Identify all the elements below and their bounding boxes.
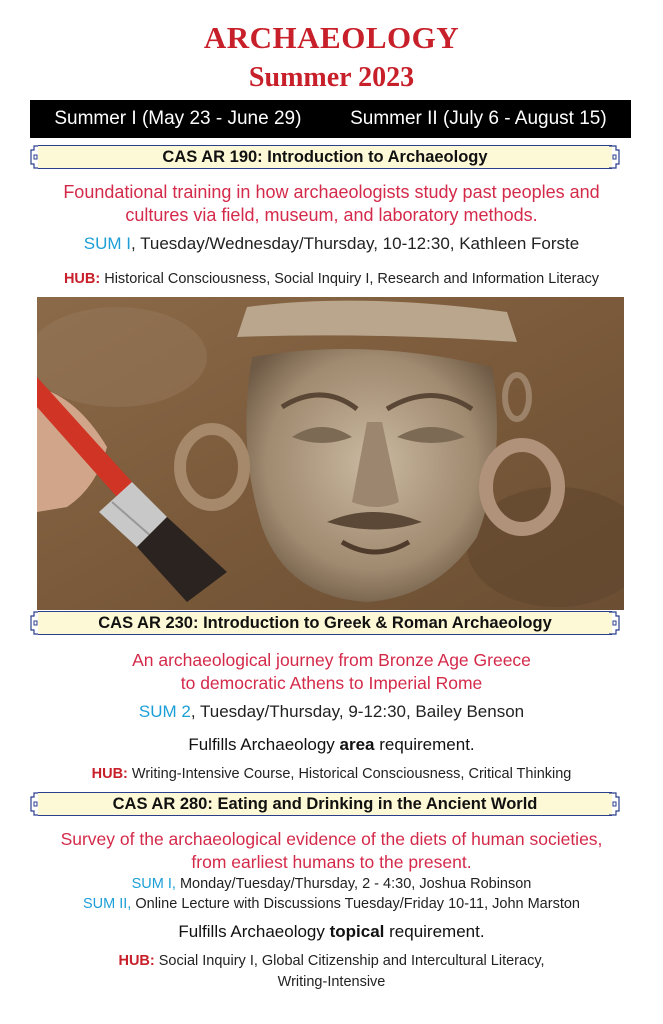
- session-2-dates: Summer II (July 6 - August 15): [350, 108, 607, 129]
- hub-text: Writing-Intensive: [277, 974, 386, 990]
- hub-text: Writing-Intensive Course, Historical Consciousness, Critical Thinking: [127, 766, 572, 782]
- description-line: to democratic Athens to Imperial Rome: [180, 673, 483, 693]
- session-label: SUM II,: [83, 896, 132, 912]
- excavated-mask-illustration: [37, 297, 624, 610]
- requirement-text: Fulfills Archaeology: [178, 922, 330, 941]
- course-schedule: [0, 896, 663, 912]
- requirement-type: topical: [329, 922, 385, 941]
- session-label: SUM I,: [131, 876, 176, 892]
- description-line: cultures via field, museum, and laboratory methods.: [125, 205, 538, 225]
- course-banner-ar230: [30, 609, 620, 637]
- hub-label: HUB:: [63, 271, 101, 287]
- requirement-text: requirement.: [384, 922, 485, 941]
- hub-label: HUB:: [91, 766, 128, 782]
- course-schedule: [0, 234, 663, 254]
- course-banner-ar280: [30, 790, 620, 818]
- requirement-text: requirement.: [374, 735, 475, 754]
- course-description: [0, 828, 663, 874]
- requirement-type: area: [339, 735, 375, 754]
- schedule-text: Online Lecture with Discussions Tuesday/Friday 10-11, John Marston: [131, 896, 580, 912]
- requirement-note: [0, 735, 663, 755]
- hub-label: HUB:: [118, 953, 155, 969]
- hub-requirements: [0, 764, 663, 785]
- course-schedule: [0, 702, 663, 722]
- hub-requirements: [0, 951, 663, 993]
- schedule-text: , Tuesday/Wednesday/Thursday, 10-12:30, Kathleen Forste: [130, 234, 580, 253]
- hub-requirements: [0, 269, 663, 290]
- banner-ornament-right-icon: [608, 609, 620, 637]
- course-schedule: [0, 876, 663, 892]
- course-title: CAS AR 280: Eating and Drinking in the Ancient World: [38, 792, 612, 816]
- hub-text: Social Inquiry I, Global Citizenship and Intercultural Literacy,: [154, 953, 545, 969]
- description-line: An archaeological journey from Bronze Age Greece: [132, 650, 531, 670]
- session-1-dates: Summer I (May 23 - June 29): [54, 108, 302, 129]
- description-line: Survey of the archaeological evidence of the diets of human societies,: [60, 829, 603, 849]
- session-label: SUM 2: [138, 702, 191, 721]
- banner-ornament-right-icon: [608, 790, 620, 818]
- description-line: Foundational training in how archaeologists study past peoples and: [63, 182, 600, 202]
- requirement-note: [0, 922, 663, 942]
- description-line: from earliest humans to the present.: [191, 852, 472, 872]
- schedule-text: Monday/Tuesday/Thursday, 2 - 4:30, Joshua Robinson: [175, 876, 532, 892]
- session-dates-bar: [30, 100, 631, 138]
- hub-text: Historical Consciousness, Social Inquiry I, Research and Information Literacy: [100, 271, 600, 287]
- schedule-text: , Tuesday/Thursday, 9-12:30, Bailey Benson: [190, 702, 525, 721]
- page-title: ARCHAEOLOGY: [203, 20, 460, 55]
- session-label: SUM I: [83, 234, 131, 253]
- banner-ornament-right-icon: [608, 143, 620, 171]
- course-description: [0, 649, 663, 695]
- requirement-text: Fulfills Archaeology: [188, 735, 340, 754]
- course-banner-ar190: [30, 143, 620, 171]
- course-description: [0, 181, 663, 227]
- course-title: CAS AR 190: Introduction to Archaeology: [38, 145, 612, 169]
- excavation-photo: [37, 297, 624, 610]
- course-title: CAS AR 230: Introduction to Greek & Roman Archaeology: [38, 611, 612, 635]
- page-subtitle: Summer 2023: [248, 62, 415, 93]
